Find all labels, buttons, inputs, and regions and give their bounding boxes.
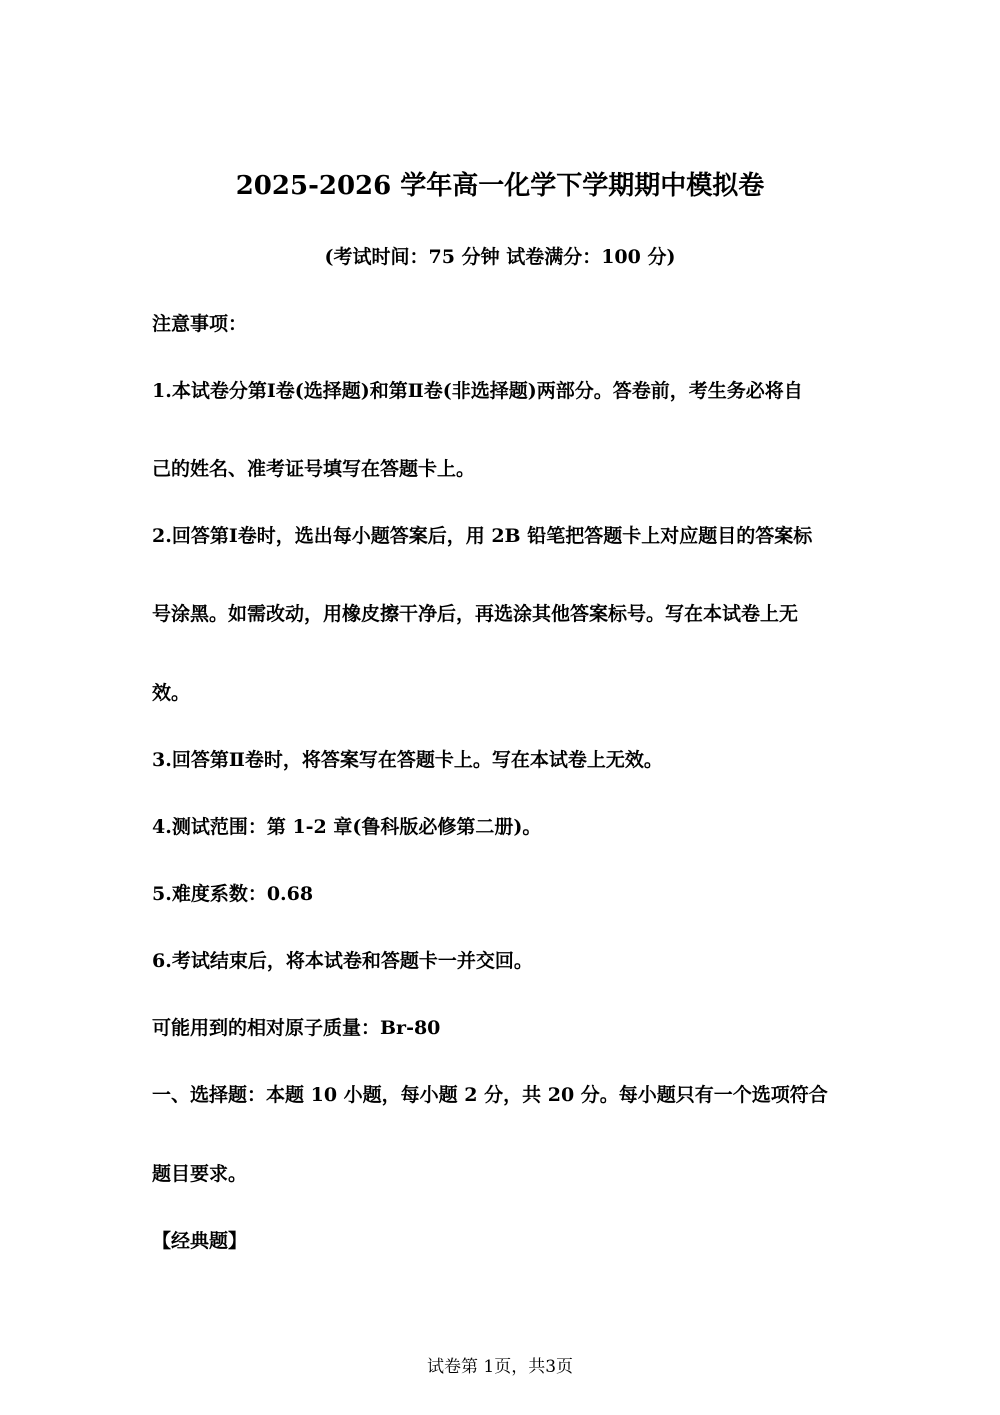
note-2-line-3: 效。 <box>152 682 191 704</box>
section-1-heading-line-2: 题目要求。 <box>152 1163 248 1185</box>
note-1-line-2: 己的姓名、准考证号填写在答题卡上。 <box>152 458 476 480</box>
page-footer: 试卷第 1页，共3页 <box>426 1357 574 1377</box>
note-2-line-2: 号涂黑。如需改动，用橡皮擦干净后，再选涂其他答案标号。写在本试卷上无 <box>152 603 799 625</box>
note-6: 6.考试结束后，将本试卷和答题卡一并交回。 <box>152 950 533 972</box>
note-5: 5.难度系数：0.68 <box>152 883 314 905</box>
page-title: 2025-2026 学年高一化学下学期期中模拟卷 <box>235 171 765 201</box>
question-tag: 【经典题】 <box>152 1230 248 1252</box>
note-1-line-1: 1.本试卷分第Ⅰ卷(选择题)和第Ⅱ卷(非选择题)两部分。答卷前，考生务必将自 <box>152 380 803 402</box>
section-1-heading-line-1: 一、选择题：本题 10 小题，每小题 2 分，共 20 分。每小题只有一个选项符合 <box>152 1084 828 1106</box>
exam-info: (考试时间：75 分钟 试卷满分：100 分) <box>324 246 676 268</box>
note-3: 3.回答第Ⅱ卷时，将答案写在答题卡上。写在本试卷上无效。 <box>152 749 663 771</box>
atomic-mass-note: 可能用到的相对原子质量：Br-80 <box>152 1017 441 1039</box>
notes-heading: 注意事项： <box>152 313 248 335</box>
note-4: 4.测试范围：第 1-2 章(鲁科版必修第二册)。 <box>152 816 542 838</box>
note-2-line-1: 2.回答第Ⅰ卷时，选出每小题答案后，用 2B 铅笔把答题卡上对应题目的答案标 <box>152 525 813 547</box>
